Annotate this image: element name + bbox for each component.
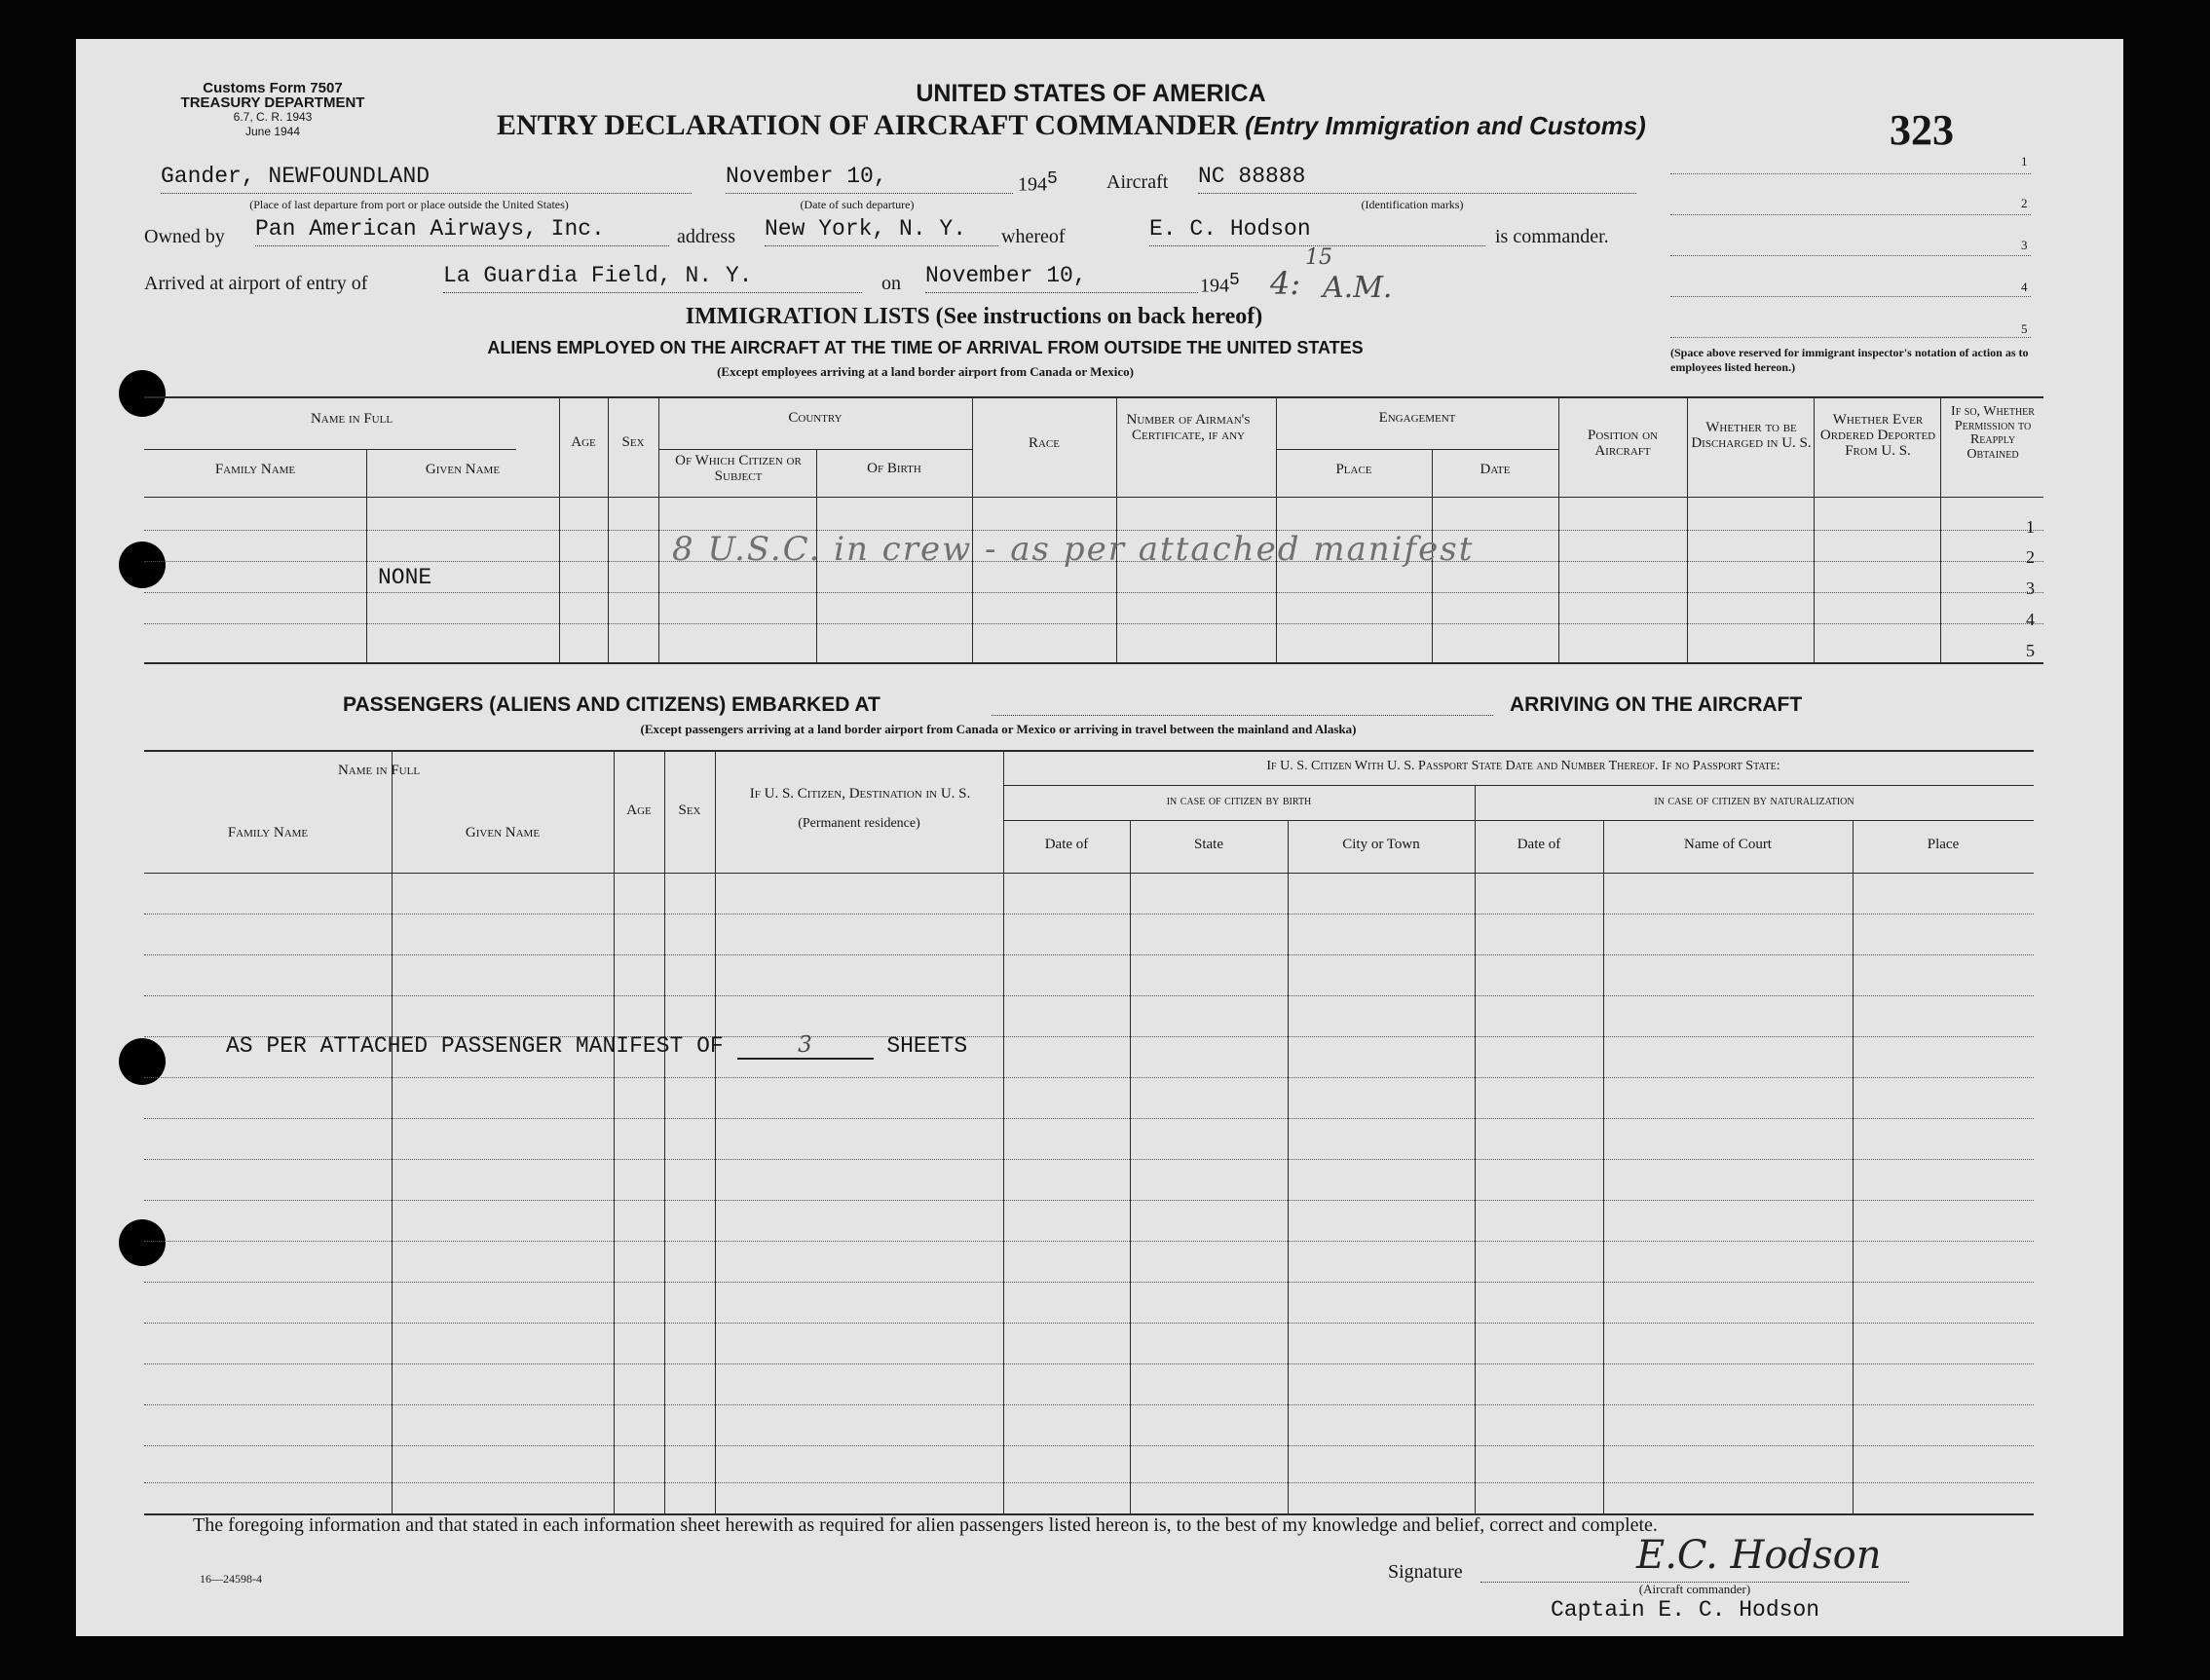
regulation: 6.7, C. R. 1943 [233, 110, 313, 124]
p-col-name-in-full: Name in Full [337, 763, 421, 778]
page-title [497, 109, 1646, 142]
title-main: ENTRY DECLARATION OF AIRCRAFT COMMANDER [497, 109, 1238, 141]
embarked-at-field[interactable] [992, 690, 1493, 716]
manifest-prefix: AS PER ATTACHED PASSENGER MANIFEST OF [226, 1033, 724, 1059]
col-age: Age [571, 434, 596, 450]
signature-label: Signature [1388, 1561, 1463, 1583]
country-heading: UNITED STATES OF AMERICA [916, 80, 1266, 107]
p-col-court: Name of Court [1684, 837, 1772, 852]
immigration-subtitle: ALIENS EMPLOYED ON THE AIRCRAFT AT THE TIME OF ARRIVAL FROM OUTSIDE THE UNITED STATES [487, 338, 1364, 357]
commander-field[interactable]: E. C. Hodson [1149, 216, 1485, 246]
col-country: Country [788, 410, 843, 426]
year-digit[interactable]: 5 [1229, 271, 1240, 290]
row-number: 5 [2026, 641, 2035, 660]
commander-suffix: is commander. [1495, 226, 1609, 247]
col-permission: If so, Whether Permission to Reapply Obtained [1951, 404, 2035, 463]
departure-place-caption: (Place of last departure from port or place outside the United States) [249, 198, 569, 211]
punch-hole [119, 541, 166, 588]
p-col-place: Place [1927, 837, 1960, 852]
signature-caption: (Aircraft commander) [1638, 1582, 1751, 1596]
inspector-line-number: 2 [2021, 196, 2028, 210]
col-deported: Whether Ever Ordered Deported From U. S. [1819, 412, 1936, 459]
manifest-line [226, 1032, 967, 1060]
p-col-sex: Sex [678, 803, 701, 818]
arrival-time-hour[interactable]: 4: [1270, 265, 1301, 302]
punch-hole [119, 370, 166, 417]
passengers-note: (Except passengers arriving at a land border airport from Canada or Mexico or arriving in travel between the mainland and Alaska) [640, 722, 1357, 736]
page-number: 323 [1890, 106, 1954, 154]
p-col-age: Age [626, 803, 652, 818]
arrival-year [1200, 271, 1240, 298]
col-of-birth: Of Birth [867, 461, 921, 476]
form-number: Customs Form 7507 [203, 80, 343, 96]
row-number: 4 [2026, 610, 2035, 629]
row-number: 2 [2026, 547, 2035, 567]
col-engagement-place: Place [1335, 462, 1372, 477]
aircraft-marks-field[interactable]: NC 88888 [1198, 164, 1636, 194]
manifest-sheet-count[interactable]: 3 [737, 1032, 874, 1060]
year-prefix: 194 [1200, 275, 1229, 297]
row-number: 1 [2026, 517, 2035, 537]
arrival-time-minutes[interactable]: 15 [1305, 245, 1332, 270]
form-code: 16—24598-4 [200, 1572, 262, 1586]
signer-name: Captain E. C. Hodson [1551, 1597, 1820, 1623]
arrived-label: Arrived at airport of entry of [144, 273, 368, 294]
col-discharged: Whether to be Discharged in U. S. [1691, 420, 1812, 451]
departure-place-field[interactable]: Gander, NEWFOUNDLAND [161, 164, 692, 194]
inspector-line-number: 5 [2021, 321, 2028, 336]
passengers-title: PASSENGERS (ALIENS AND CITIZENS) EMBARKED AT [343, 693, 880, 716]
passengers-title-right: ARRIVING ON THE AIRCRAFT [1510, 693, 1803, 716]
certification-text: The foregoing information and that stated in each information sheet herewith as required for alien passengers listed hereon is, to the best of my knowledge and belief, correct and complete. [193, 1514, 1658, 1536]
col-airman-certificate: Number of Airman's Certificate, if any [1126, 412, 1251, 443]
aircraft-label: Aircraft [1106, 171, 1169, 193]
immigration-title: IMMIGRATION LISTS (See instructions on back hereof) [685, 304, 1263, 329]
p-col-date-of: Date of [1044, 837, 1089, 852]
manifest-suffix: SHEETS [886, 1033, 968, 1059]
year-prefix: 194 [1018, 173, 1047, 196]
year-digit[interactable]: 5 [1047, 169, 1058, 189]
inspector-line-number: 4 [2021, 280, 2028, 294]
p-col-by-birth: in case of citizen by birth [1166, 794, 1312, 808]
inspector-caption: (Space above reserved for immigrant inspector's notation of action as to employees listed hereon.) [1670, 346, 2029, 374]
immigration-note: (Except employees arriving at a land border airport from Canada or Mexico) [717, 364, 1134, 379]
p-col-given-name: Given Name [465, 825, 541, 840]
col-engagement-date: Date [1480, 462, 1511, 477]
p-col-destination: If U. S. Citizen, Destination in U. S. [749, 786, 971, 802]
col-given-name: Given Name [425, 462, 501, 477]
address-field[interactable]: New York, N. Y. [765, 216, 998, 246]
arrival-time-ampm[interactable]: A.M. [1323, 271, 1393, 305]
inspector-line-number: 3 [2021, 238, 2028, 252]
departure-date-field[interactable]: November 10, [726, 164, 1013, 194]
col-name-in-full: Name in Full [310, 411, 393, 427]
title-sub: (Entry Immigration and Customs) [1245, 111, 1646, 140]
form-id-block [141, 81, 404, 139]
punch-hole [119, 1219, 166, 1266]
col-race: Race [1028, 435, 1060, 451]
crew-entry-none[interactable]: NONE [378, 565, 432, 590]
p-col-state: State [1194, 837, 1223, 852]
p-col-city: City or Town [1342, 837, 1420, 852]
col-engagement: Engagement [1378, 410, 1456, 426]
p-col-by-naturalization: in case of citizen by naturalization [1654, 794, 1854, 808]
p-col-destination-note: (Permanent residence) [798, 816, 920, 831]
aircraft-caption: (Identification marks) [1361, 198, 1464, 211]
arrival-date-field[interactable]: November 10, [925, 263, 1198, 293]
department: TREASURY DEPARTMENT [180, 94, 365, 111]
airport-field[interactable]: La Guardia Field, N. Y. [443, 263, 862, 293]
row-number: 3 [2026, 579, 2035, 598]
p-col-passport: If U. S. Citizen With U. S. Passport State Date and Number Thereof. If no Passport State: [1266, 759, 1780, 773]
col-citizen-of: Of Which Citizen or Subject [675, 453, 802, 484]
p-col-family-name: Family Name [227, 825, 309, 840]
form-date: June 1944 [244, 125, 301, 138]
col-family-name: Family Name [214, 462, 296, 477]
departure-date-caption: (Date of such departure) [800, 198, 915, 211]
col-position: Position on Aircraft [1588, 428, 1658, 459]
address-label: address [677, 226, 735, 247]
whereof-label: whereof [1001, 226, 1066, 247]
departure-year [1018, 169, 1058, 197]
owner-field[interactable]: Pan American Airways, Inc. [255, 216, 669, 246]
owned-by-label: Owned by [144, 226, 225, 247]
commander-signature: E.C. Hodson [1636, 1533, 1882, 1578]
handwritten-crew-note: 8 U.S.C. in crew - as per attached manifest [672, 530, 1475, 569]
on-label: on [881, 273, 901, 294]
col-sex: Sex [621, 434, 645, 450]
p-col-date-of-naturalization: Date of [1517, 837, 1561, 852]
inspector-line-number: 1 [2021, 154, 2028, 168]
